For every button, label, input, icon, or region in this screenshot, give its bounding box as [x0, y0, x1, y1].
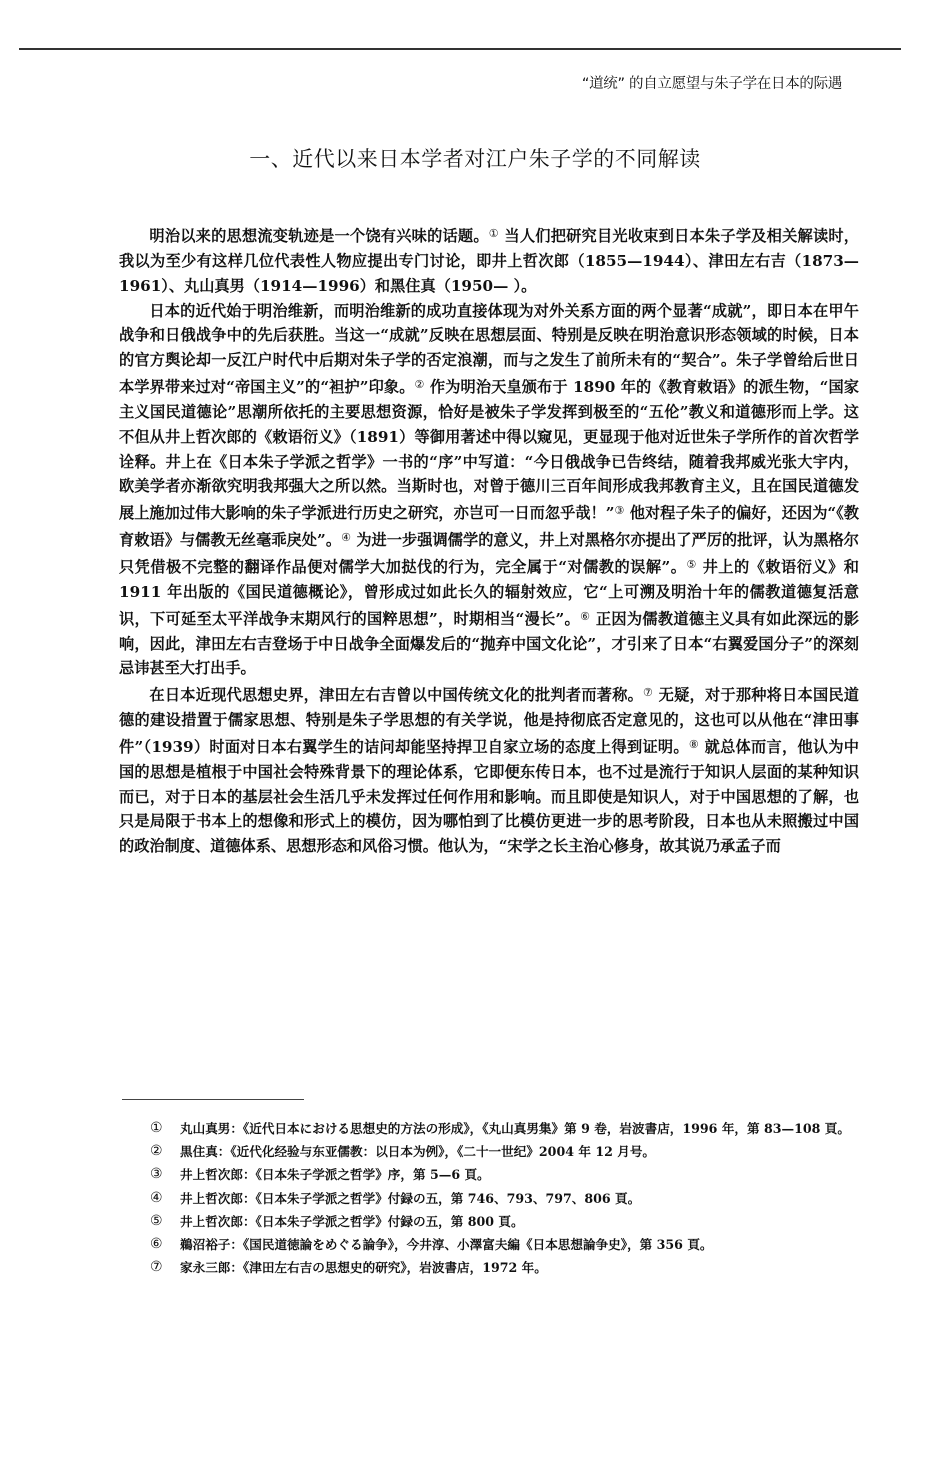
footnote-rule — [122, 1099, 304, 1100]
footnote-ref: ④ — [341, 531, 351, 545]
footnote-ref: ② — [414, 378, 425, 392]
footnote-number: ② — [150, 1143, 163, 1160]
footnote-ref: ③ — [614, 504, 625, 518]
footnote — [150, 1163, 860, 1186]
body-text — [119, 222, 859, 859]
footnote-text: 家永三郎：《津田左右吉の思想史的研究》，岩波書店，1972 年。 — [180, 1260, 547, 1276]
footnote-text: 井上哲次郎：《日本朱子学派之哲学》付録の五，第 800 頁。 — [180, 1213, 524, 1229]
footnote — [150, 1140, 860, 1163]
footnote — [150, 1187, 860, 1210]
header-rule — [19, 48, 901, 50]
footnote-number: ⑥ — [150, 1236, 163, 1253]
footnote-number: ④ — [150, 1189, 163, 1206]
paragraph: 日本的近代始于明治维新，而明治维新的成功直接体现为对外关系方面的两个显著“成就”，即日本在甲午战争和日俄战争中的先后获胜。当这一“成就”反映在思想层面、特别是反映在明治意识形态领域的时候，日本的官方舆论却一反江户时代中后期对朱子学的否定浪潮，而与之发生了前所未有的“契合”。朱子学曾给后世日本学界带来过对“帝国主义”的“袒护”印象。② 作为明治天皇颁布于 1890 年的《教育敕语》的派生物，“国家主义国民道德论”思潮所依托的主要思想资源，恰好是被朱子学发挥到极至的“五伦”教义和道德形而上学。这不但从井上哲次郎的《敕语衍义》（1891）等御用著述中得以窥见，更显现于他对近世朱子学所作的首次哲学诠释。井上在《日本朱子学派之哲学》一书的“序”中写道：“今日俄战争已告终结，随着我邦威光张大宇内，欧美学者亦渐欲究明我邦强大之所以然。当斯时也，对曾于德川三百年间形成我邦教育主义，且在国民道德发展上施加过伟大影响的朱子学派进行历史之研究，亦岂可一日而忽乎哉！”③ 他对程子朱子的偏好，还因为“《教育敕语》与儒教无丝毫乖戾处”。④ 为进一步强调儒学的意义，井上对黑格尔亦提出了严厉的批评，认为黑格尔只凭借极不完整的翻译作品便对儒学大加挞伐的行为，完全属于“对儒教的误解”。⑤ 井上的《敕语衍义》和 1911 年出版的《国民道德概论》，曾形成过如此长久的辐射效应，它“上可溯及明治十年的儒教道德复活意识，下可延至太平洋战争末期风行的国粹思想”，时期相当“漫长”。⑥ 正因为儒教道德主义具有如此深远的影响，因此，津田左右吉登场于中日战争全面爆发后的“抛弃中国文化论”，才引来了日本“右翼爱国分子”的深刻忌讳甚至大打出手。 — [119, 301, 859, 678]
footnote-text: 丸山真男：《近代日本における思想史的方法の形成》，《丸山真男集》第 9 卷，岩波書店，1996 年，第 83—108 頁。 — [180, 1121, 850, 1136]
footnote-text: 黒住真：《近代化经验与东亚儒教：以日本为例》，《二十一世纪》2004 年 12 月号。 — [180, 1144, 656, 1160]
section-title: 一、近代以来日本学者对江户朱子学的不同解读 — [249, 147, 701, 171]
footnote-text: 鵜沼裕子：《国民道徳論をめぐる論争》，今井淳、小澤富夫編《日本思想論争史》，第 356 頁。 — [180, 1237, 713, 1253]
footnote-ref: ⑧ — [688, 737, 700, 751]
footnote-ref: ⑤ — [686, 557, 697, 571]
footnote-text: 井上哲次郎：《日本朱子学派之哲学》序，第 5—6 頁。 — [180, 1167, 490, 1183]
footnote — [150, 1233, 860, 1256]
paragraph: 明治以来的思想流变轨迹是一个饶有兴味的话题。① 当人们把研究目光收束到日本朱子学及相关解读时，我以为至少有这样几位代表性人物应提出专门讨论，即井上哲次郎（1855—1944）、津田左右吉（1873—1961）、丸山真男（1914—1996）和黑住真（1950— ）。 — [119, 227, 859, 295]
footnote-ref: ⑥ — [580, 609, 591, 623]
footnote-number: ③ — [150, 1166, 163, 1183]
running-header: “道统” 的自立愿望与朱子学在日本的际遇 — [581, 76, 842, 92]
footnote-number: ① — [150, 1120, 163, 1136]
footnote — [150, 1256, 860, 1279]
footnote-number: ⑦ — [150, 1259, 163, 1276]
footnote — [150, 1210, 860, 1233]
paragraph: 在日本近现代思想史界，津田左右吉曾以中国传统文化的批判者而著称。⑦ 无疑，对于那种将日本国民道德的建设措置于儒家思想、特别是朱子学思想的有关学说，他是持彻底否定意见的，这也可以从他在“津田事件”（1939）时面对日本右翼学生的诘问却能坚持捍卫自家立场的态度上得到证明。⑧ 就总体而言，他认为中国的思想是植根于中国社会特殊背景下的理论体系，它即便东传日本，也不过是流行于知识人层面的某种知识而已，对于日本的基层社会生活几乎未发挥过任何作用和影响。而且即使是知识人，对于中国思想的了解，也只是局限于书本上的想像和形式上的模仿，因为哪怕到了比模仿更进一步的思考阶段，日本也从未照搬过中国的政治制度、道德体系、思想形态和风俗习惯。他认为，“宋学之长主治心修身，故其说乃承孟子而 — [119, 686, 859, 856]
footnote-ref: ⑦ — [643, 686, 654, 700]
footnotes — [150, 1117, 860, 1279]
footnote-ref: ① — [488, 227, 499, 240]
footnote — [150, 1117, 860, 1140]
footnote-number: ⑤ — [150, 1212, 163, 1229]
footnote-text: 井上哲次郎：《日本朱子学派之哲学》付録の五，第 746、793、797、806 頁。 — [180, 1190, 641, 1206]
